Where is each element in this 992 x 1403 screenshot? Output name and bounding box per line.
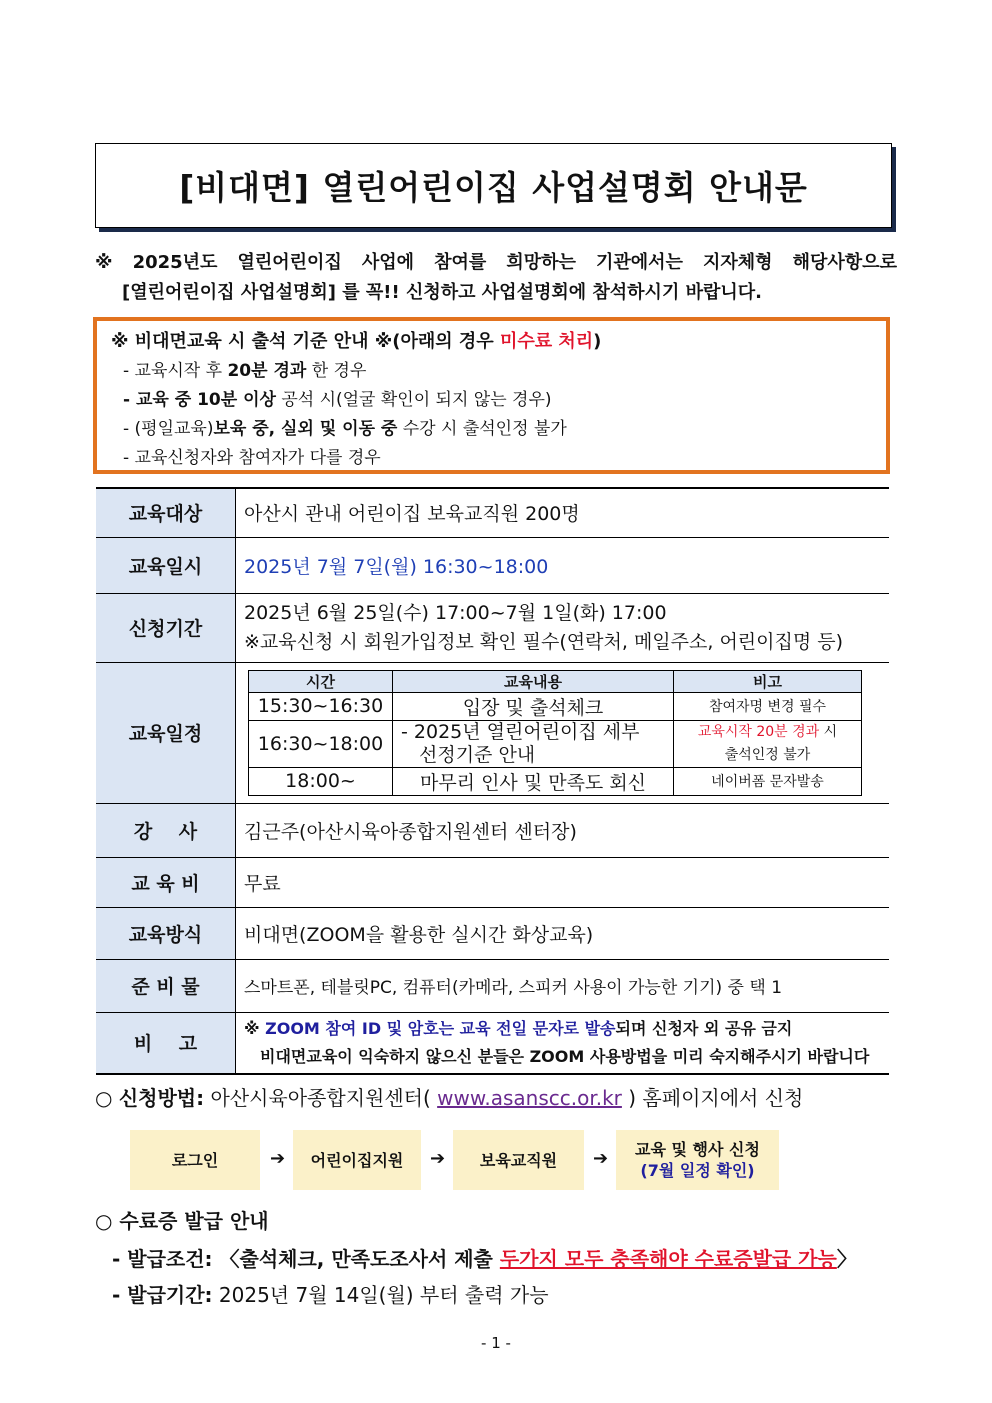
step-label: 교육 및 행사 신청: [635, 1140, 760, 1159]
notice-line-2: [열린어린이집 사업설명회] 를 꼭!! 신청하고 사업설명회에 참석하시기 바랍니다.: [122, 282, 762, 303]
notice-word: 지자체형: [703, 252, 773, 273]
page-number: - 1 -: [481, 1334, 511, 1352]
remarks-line-2: 비대면교육이 익숙하지 않으신 분들은 ZOOM 사용방법을 미리 숙지해주시기 바랍니다: [260, 1046, 870, 1066]
item-text: - (평일교육): [123, 419, 214, 439]
attendance-item: [111, 415, 886, 444]
attendance-heading-suffix: ): [593, 331, 602, 352]
schedule-content: 입장 및 출석체크: [393, 692, 674, 720]
table-row: [96, 803, 889, 857]
certificate-heading: ○ 수료증 발급 안내: [95, 1209, 269, 1233]
notice-word: 2025년도: [132, 252, 218, 273]
row-value: 무료: [236, 857, 890, 907]
row-label: 교육일정: [96, 662, 236, 803]
col-header: 교육내용: [393, 670, 674, 692]
table-row: [96, 857, 889, 907]
note-line: [674, 721, 861, 744]
period-line-1: 2025년 6월 25일(수) 17:00~7월 1일(화) 17:00: [244, 601, 667, 624]
remarks-rest: 되며 신청자 외 공유 금지: [615, 1018, 793, 1038]
attendance-item: [111, 386, 886, 415]
schedule-note: [674, 720, 862, 767]
title-box: [95, 143, 892, 228]
cond-label: - 발급조건:: [112, 1247, 213, 1271]
row-label: 비 고: [96, 1012, 236, 1074]
schedule-time: 16:30~18:00: [249, 720, 393, 767]
info-table: [96, 487, 889, 1075]
notice-word: 사업에: [361, 252, 415, 273]
attendance-item: - 교육신청자와 참여자가 다를 경우: [123, 448, 381, 468]
row-value: 2025년 7월 7일(월) 16:30~18:00: [236, 537, 890, 593]
attendance-heading: [111, 327, 886, 357]
table-row: [96, 593, 889, 662]
step-label: 보육교직원: [479, 1150, 558, 1170]
step-staff: [453, 1130, 584, 1190]
schedule-row: [249, 720, 862, 767]
notice-word: 열린어린이집: [237, 252, 342, 273]
notice-word: ※: [95, 252, 113, 273]
row-label: 교육대상: [96, 488, 236, 537]
row-value: 아산시 관내 어린이집 보육교직원 200명: [236, 488, 890, 537]
attendance-heading-red: 미수료 처리: [499, 331, 594, 352]
table-row: [96, 662, 889, 803]
notice-word: 기관에서는: [595, 252, 683, 273]
apply-method: [95, 1084, 803, 1112]
step-login: [130, 1130, 260, 1190]
notice: [95, 248, 897, 308]
schedule-content: 마무리 인사 및 만족도 회신: [393, 767, 674, 795]
cond-text: 〈출석체크, 만족도조사서 제출: [212, 1247, 500, 1271]
period-label: - 발급기간:: [112, 1283, 213, 1307]
website-link[interactable]: www.asanscc.or.kr: [437, 1086, 622, 1110]
arrow-icon: ➔: [430, 1148, 446, 1169]
col-header: 시간: [249, 670, 393, 692]
arrow-icon: ➔: [593, 1148, 609, 1169]
row-label: 강 사: [96, 803, 236, 857]
notice-word: 희망하는: [506, 252, 576, 273]
note-suffix: 시: [819, 723, 838, 740]
notice-line-1: [95, 248, 897, 278]
schedule-note: 네이버폼 문자발송: [674, 767, 862, 795]
row-value: [236, 593, 890, 662]
period-line-2: ※교육신청 시 회원가입정보 확인 필수(연락처, 메일주소, 어린이집명 등): [244, 630, 844, 653]
schedule-row: [249, 767, 862, 795]
note-red: 교육시작 20분 경과: [697, 723, 820, 740]
item-bold: 보육 중, 실외 및 이동 중: [213, 419, 398, 439]
item-text: - 교육시작 후: [123, 361, 228, 381]
table-row: [96, 537, 889, 593]
item-text: 공석 시(얼굴 확인이 되지 않는 경우): [275, 390, 552, 410]
remarks-line-1: [244, 1015, 888, 1043]
row-label: 신청기간: [96, 593, 236, 662]
attendance-heading-text: ※ 비대면교육 시 출석 기준 안내 ※(아래의 경우: [111, 331, 500, 352]
certificate-period: [112, 1280, 549, 1310]
table-row: [96, 959, 889, 1012]
table-row: [96, 488, 889, 537]
schedule-time: 15:30~16:30: [249, 692, 393, 720]
certificate-condition: [112, 1244, 857, 1274]
schedule-time: 18:00~: [249, 767, 393, 795]
page-title: [비대면] 열린어린이집 사업설명회 안내문: [179, 168, 808, 207]
step-event-apply: [616, 1130, 779, 1190]
item-bold: - 교육 중 10분 이상: [123, 390, 276, 410]
step-label: 어린이집지원: [310, 1150, 404, 1170]
apply-label: 신청방법:: [118, 1086, 205, 1110]
step-sublabel: (7월 일정 확인): [640, 1161, 755, 1180]
row-label: 교육일시: [96, 537, 236, 593]
schedule-header-row: [249, 670, 862, 692]
content-line: - 2025년 열린어린이집 세부: [401, 720, 640, 743]
step-daycare-support: [293, 1130, 421, 1190]
row-value: [236, 1012, 890, 1074]
apply-text: 아산시육아종합지원센터(: [204, 1086, 438, 1110]
content-line: 선정기준 안내: [419, 743, 536, 766]
notice-word: 참여를: [434, 252, 487, 273]
item-text: 수강 시 출석인정 불가: [397, 419, 567, 439]
item-text: 한 경우: [306, 361, 367, 381]
row-value: 김근주(아산시육아종합지원센터 센터장): [236, 803, 890, 857]
row-value: 스마트폰, 테블릿PC, 컴퓨터(카메라, 스피커 사용이 가능한 기기) 중 택 1: [236, 959, 890, 1012]
row-label: 교육방식: [96, 907, 236, 959]
schedule-content: [393, 720, 674, 767]
remarks-blue: ZOOM 참여 ID 및 암호는 교육 전일 문자로 발송: [265, 1018, 616, 1038]
apply-text: ) 홈페이지에서 신청: [621, 1086, 804, 1110]
cond-close: 〉: [836, 1247, 857, 1271]
notice-word: 해당사항으로: [792, 252, 897, 273]
step-label: 로그인: [171, 1150, 219, 1170]
table-row: [96, 1012, 889, 1074]
col-header: 비고: [674, 670, 862, 692]
schedule-note: 참여자명 변경 필수: [674, 692, 862, 720]
attendance-criteria-box: [93, 317, 890, 474]
row-label: 교 육 비: [96, 857, 236, 907]
note-line: 출석인정 불가: [724, 746, 811, 763]
row-value: 비대면(ZOOM을 활용한 실시간 화상교육): [236, 907, 890, 959]
attendance-item: [111, 357, 886, 386]
arrow-icon: ➔: [270, 1148, 286, 1169]
schedule-table: [248, 670, 862, 796]
table-row: [96, 907, 889, 959]
row-label: 준 비 물: [96, 959, 236, 1012]
schedule-cell: [236, 662, 890, 803]
remarks-mark: ※: [244, 1018, 266, 1038]
bullet: ○: [95, 1086, 119, 1110]
cond-red: 두가지 모두 충족해야 수료증발급 가능: [499, 1247, 837, 1271]
period-value: 2025년 7월 14일(월) 부터 출력 가능: [212, 1283, 549, 1307]
item-bold: 20분 경과: [227, 361, 307, 381]
schedule-row: [249, 692, 862, 720]
